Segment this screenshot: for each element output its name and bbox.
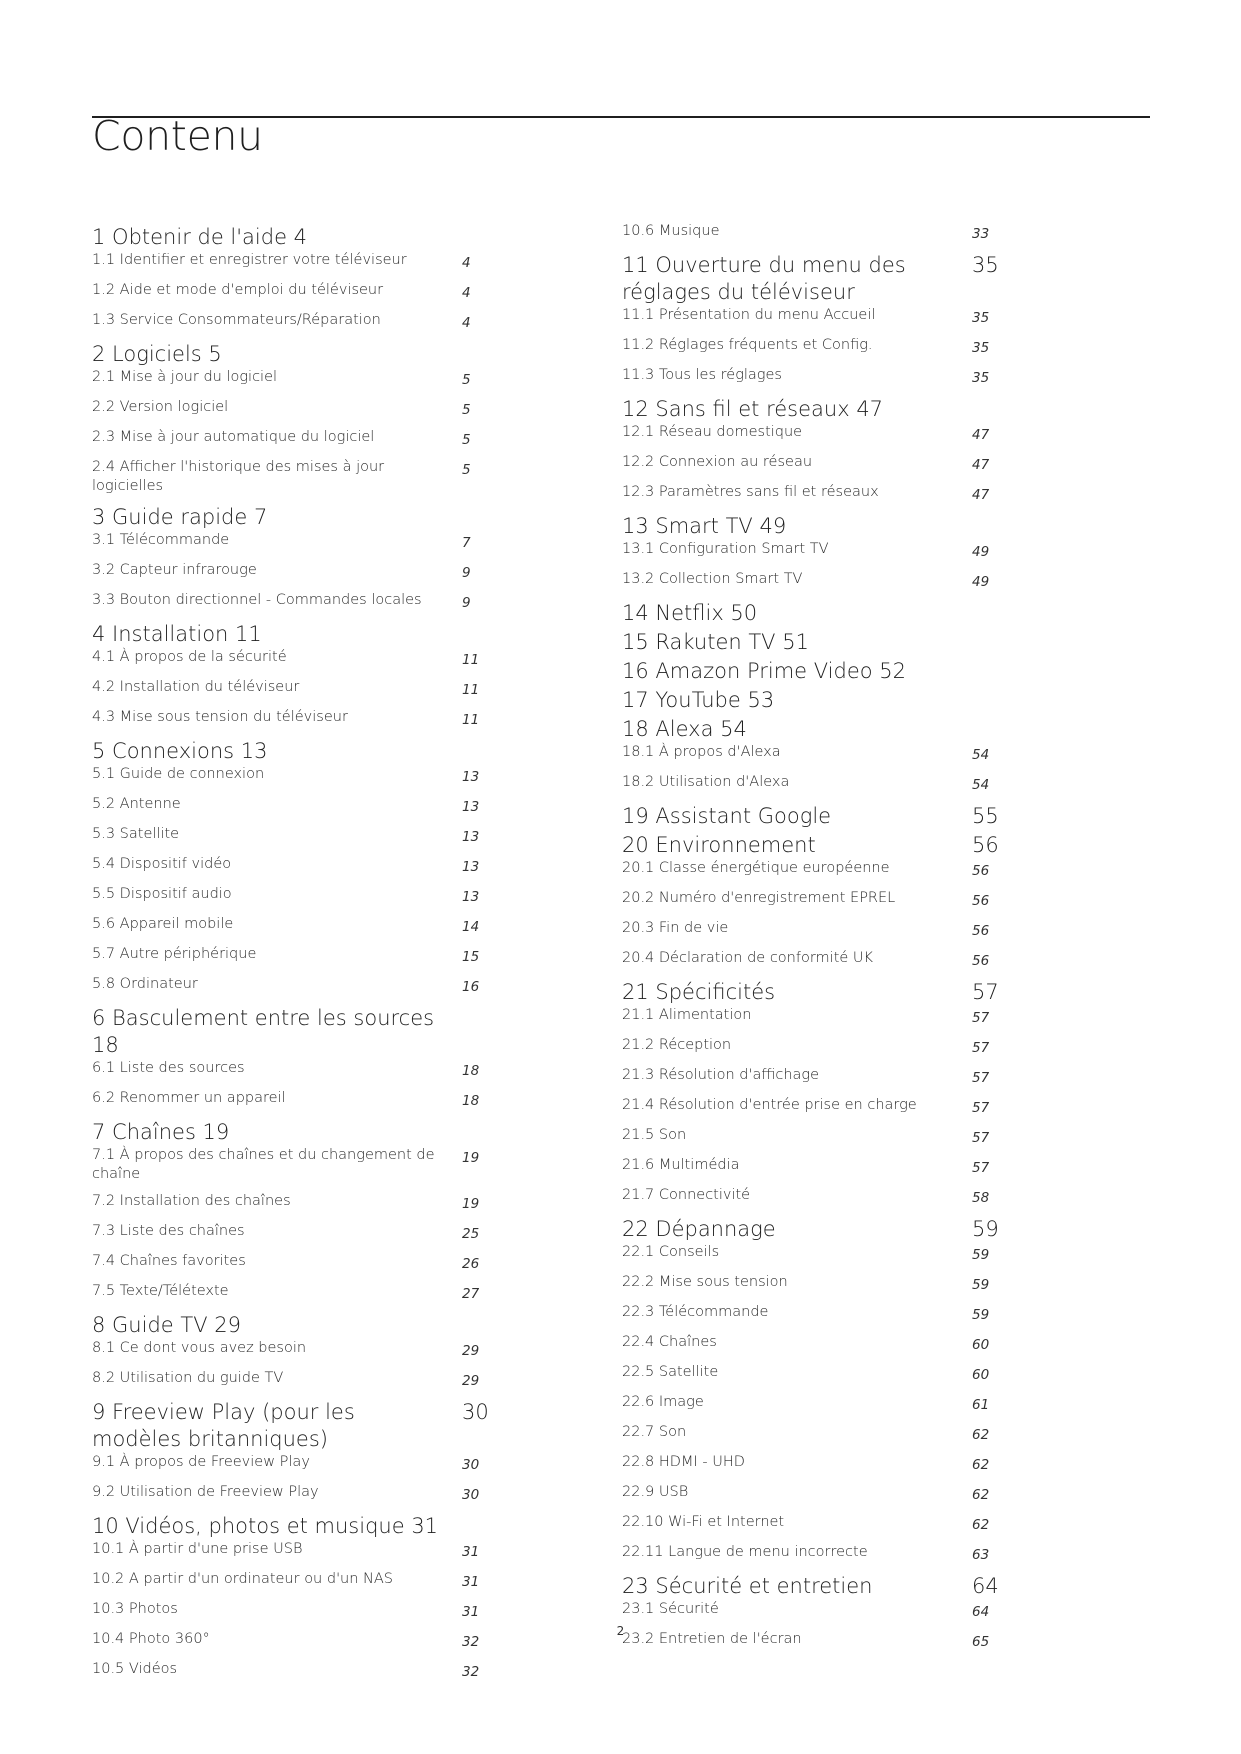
toc-entry[interactable] bbox=[622, 222, 1002, 244]
entry-page: 4 bbox=[462, 315, 471, 331]
chapter-title: 6 Basculement entre les sources 18 bbox=[92, 1006, 435, 1057]
toc-chapter[interactable] bbox=[622, 629, 1002, 656]
entry-title: 5.1 Guide de connexion bbox=[92, 766, 265, 782]
entry-title: 6.2 Renommer un appareil bbox=[92, 1090, 286, 1106]
toc-entry[interactable] bbox=[92, 1252, 492, 1274]
toc-entry[interactable] bbox=[92, 855, 492, 877]
entry-title: 5.4 Dispositif vidéo bbox=[92, 856, 232, 872]
toc-chapter[interactable] bbox=[92, 1005, 492, 1059]
toc-entry[interactable] bbox=[92, 1089, 492, 1111]
toc-entry[interactable] bbox=[92, 1059, 492, 1081]
entry-page: 47 bbox=[972, 457, 990, 473]
entry-page: 47 bbox=[972, 427, 990, 443]
entry-title: 4.3 Mise sous tension du téléviseur bbox=[92, 709, 348, 725]
entry-title: 21.4 Résolution d'entrée prise en charge bbox=[622, 1097, 917, 1113]
toc-chapter[interactable] bbox=[622, 716, 1002, 743]
toc-entry[interactable] bbox=[622, 1243, 1002, 1265]
entry-title: 22.2 Mise sous tension bbox=[622, 1274, 788, 1290]
entry-page: 31 bbox=[462, 1574, 480, 1590]
entry-title: 22.5 Satellite bbox=[622, 1364, 719, 1380]
chapter-page: 30 bbox=[462, 1400, 489, 1424]
entry-page: 4 bbox=[462, 285, 471, 301]
chapter-page: 55 bbox=[972, 804, 999, 828]
toc-entry[interactable] bbox=[92, 885, 492, 907]
entry-title: 6.1 Liste des sources bbox=[92, 1060, 245, 1076]
toc-entry[interactable] bbox=[92, 251, 492, 273]
page-title: Contenu bbox=[92, 112, 263, 160]
entry-title: 5.8 Ordinateur bbox=[92, 976, 198, 992]
chapter-page: 64 bbox=[972, 1574, 999, 1598]
chapter-title: 17 YouTube 53 bbox=[622, 688, 775, 712]
toc-entry[interactable] bbox=[92, 945, 492, 967]
toc-entry[interactable] bbox=[622, 1156, 1002, 1178]
chapter-title: 7 Chaînes 19 bbox=[92, 1120, 230, 1144]
entry-page: 5 bbox=[462, 432, 471, 448]
chapter-title: 9 Freeview Play (pour les modèles britanniques) bbox=[92, 1400, 355, 1451]
toc-entry[interactable] bbox=[622, 453, 1002, 475]
toc-chapter[interactable] bbox=[92, 504, 492, 531]
toc-chapter[interactable] bbox=[92, 1312, 492, 1339]
toc-left-column bbox=[92, 222, 492, 1690]
toc-entry[interactable] bbox=[92, 915, 492, 937]
toc-entry[interactable] bbox=[622, 570, 1002, 592]
toc-chapter[interactable] bbox=[92, 1119, 492, 1146]
entry-page: 59 bbox=[972, 1307, 990, 1323]
toc-chapter[interactable] bbox=[92, 1399, 492, 1453]
entry-page: 13 bbox=[462, 859, 480, 875]
toc-entry[interactable] bbox=[92, 825, 492, 847]
toc-entry[interactable] bbox=[92, 1483, 492, 1505]
entry-title: 5.5 Dispositif audio bbox=[92, 886, 232, 902]
entry-title: 12.1 Réseau domestique bbox=[622, 424, 803, 440]
entry-title: 4.2 Installation du téléviseur bbox=[92, 679, 300, 695]
toc-entry[interactable] bbox=[622, 1453, 1002, 1475]
toc-entry[interactable] bbox=[622, 889, 1002, 911]
toc-right-column bbox=[622, 222, 1002, 1660]
entry-title: 7.4 Chaînes favorites bbox=[92, 1253, 246, 1269]
chapter-title: 11 Ouverture du menu des réglages du téléviseur bbox=[622, 253, 906, 304]
toc-entry[interactable] bbox=[622, 483, 1002, 505]
page-number: 2 bbox=[616, 1624, 625, 1638]
entry-page: 62 bbox=[972, 1487, 990, 1503]
entry-page: 7 bbox=[462, 535, 471, 551]
entry-title: 18.1 À propos d'Alexa bbox=[622, 744, 781, 760]
toc-entry[interactable] bbox=[92, 648, 492, 670]
entry-title: 21.7 Connectivité bbox=[622, 1187, 751, 1203]
toc-entry[interactable] bbox=[622, 1513, 1002, 1535]
toc-entry[interactable] bbox=[622, 1423, 1002, 1445]
entry-page: 15 bbox=[462, 949, 480, 965]
entry-page: 27 bbox=[462, 1286, 480, 1302]
entry-page: 35 bbox=[972, 310, 990, 326]
toc-entry[interactable] bbox=[622, 919, 1002, 941]
chapter-title: 13 Smart TV 49 bbox=[622, 514, 787, 538]
entry-page: 57 bbox=[972, 1100, 990, 1116]
entry-page: 9 bbox=[462, 595, 471, 611]
toc-entry[interactable] bbox=[622, 1543, 1002, 1565]
chapter-page: 56 bbox=[972, 833, 999, 857]
entry-page: 31 bbox=[462, 1604, 480, 1620]
entry-title: 21.1 Alimentation bbox=[622, 1007, 752, 1023]
chapter-title: 22 Dépannage bbox=[622, 1217, 776, 1241]
entry-title: 8.2 Utilisation du guide TV bbox=[92, 1370, 284, 1386]
toc-chapter[interactable] bbox=[622, 832, 1002, 859]
entry-title: 18.2 Utilisation d'Alexa bbox=[622, 774, 790, 790]
entry-page: 54 bbox=[972, 777, 990, 793]
toc-entry[interactable] bbox=[92, 458, 492, 496]
toc-entry[interactable] bbox=[622, 949, 1002, 971]
toc-chapter[interactable] bbox=[622, 1573, 1002, 1600]
entry-page: 57 bbox=[972, 1040, 990, 1056]
toc-chapter[interactable] bbox=[92, 738, 492, 765]
entry-title: 7.3 Liste des chaînes bbox=[92, 1223, 245, 1239]
entry-title: 5.7 Autre périphérique bbox=[92, 946, 257, 962]
toc-entry[interactable] bbox=[92, 1369, 492, 1391]
entry-page: 57 bbox=[972, 1070, 990, 1086]
chapter-title: 1 Obtenir de l'aide 4 bbox=[92, 225, 308, 249]
toc-entry[interactable] bbox=[622, 540, 1002, 562]
toc-entry[interactable] bbox=[92, 1282, 492, 1304]
entry-page: 25 bbox=[462, 1226, 480, 1242]
entry-page: 57 bbox=[972, 1130, 990, 1146]
toc-entry[interactable] bbox=[92, 1660, 492, 1682]
toc-entry[interactable] bbox=[622, 859, 1002, 881]
entry-page: 9 bbox=[462, 565, 471, 581]
chapter-title: 18 Alexa 54 bbox=[622, 717, 747, 741]
toc-chapter[interactable] bbox=[622, 803, 1002, 830]
toc-chapter[interactable] bbox=[622, 979, 1002, 1006]
toc-chapter[interactable] bbox=[92, 621, 492, 648]
chapter-title: 3 Guide rapide 7 bbox=[92, 505, 268, 529]
entry-page: 19 bbox=[462, 1196, 480, 1212]
toc-entry[interactable] bbox=[92, 311, 492, 333]
entry-page: 56 bbox=[972, 953, 990, 969]
toc-entry[interactable] bbox=[92, 1146, 492, 1184]
toc-entry[interactable] bbox=[622, 1036, 1002, 1058]
entry-page: 56 bbox=[972, 863, 990, 879]
toc-entry[interactable] bbox=[622, 306, 1002, 328]
entry-title: 20.4 Déclaration de conformité UK bbox=[622, 950, 874, 966]
entry-page: 62 bbox=[972, 1517, 990, 1533]
chapter-title: 10 Vidéos, photos et musique 31 bbox=[92, 1514, 439, 1538]
entry-page: 5 bbox=[462, 462, 471, 478]
toc-entry[interactable] bbox=[622, 1273, 1002, 1295]
entry-title: 11.3 Tous les réglages bbox=[622, 367, 782, 383]
toc-entry[interactable] bbox=[92, 1600, 492, 1622]
chapter-title: 8 Guide TV 29 bbox=[92, 1313, 241, 1337]
toc-entry[interactable] bbox=[92, 765, 492, 787]
toc-entry[interactable] bbox=[622, 366, 1002, 388]
entry-page: 30 bbox=[462, 1487, 480, 1503]
entry-page: 63 bbox=[972, 1547, 990, 1563]
toc-chapter[interactable] bbox=[92, 224, 492, 251]
entry-title: 3.1 Télécommande bbox=[92, 532, 230, 548]
toc-chapter[interactable] bbox=[622, 396, 1002, 423]
toc-entry[interactable] bbox=[92, 428, 492, 450]
entry-title: 5.3 Satellite bbox=[92, 826, 180, 842]
entry-page: 59 bbox=[972, 1247, 990, 1263]
toc-entry[interactable] bbox=[622, 1096, 1002, 1118]
toc-entry[interactable] bbox=[622, 1333, 1002, 1355]
entry-page: 14 bbox=[462, 919, 480, 935]
entry-page: 49 bbox=[972, 574, 990, 590]
entry-title: 21.6 Multimédia bbox=[622, 1157, 740, 1173]
entry-page: 11 bbox=[462, 712, 480, 728]
entry-title: 21.3 Résolution d'affichage bbox=[622, 1067, 820, 1083]
toc-entry[interactable] bbox=[92, 561, 492, 583]
entry-title: 20.1 Classe énergétique européenne bbox=[622, 860, 890, 876]
entry-title: 22.9 USB bbox=[622, 1484, 689, 1500]
toc-entry[interactable] bbox=[92, 678, 492, 700]
entry-title: 10.4 Photo 360° bbox=[92, 1631, 210, 1647]
entry-title: 13.2 Collection Smart TV bbox=[622, 571, 803, 587]
entry-page: 30 bbox=[462, 1457, 480, 1473]
entry-page: 59 bbox=[972, 1277, 990, 1293]
entry-page: 62 bbox=[972, 1427, 990, 1443]
entry-title: 11.1 Présentation du menu Accueil bbox=[622, 307, 876, 323]
toc-entry[interactable] bbox=[92, 1192, 492, 1214]
entry-title: 3.2 Capteur infrarouge bbox=[92, 562, 257, 578]
chapter-title: 4 Installation 11 bbox=[92, 622, 262, 646]
toc-entry[interactable] bbox=[92, 398, 492, 420]
toc-chapter[interactable] bbox=[622, 252, 1002, 306]
chapter-page: 59 bbox=[972, 1217, 999, 1241]
entry-page: 32 bbox=[462, 1664, 480, 1680]
entry-title: 2.4 Afficher l'historique des mises à jour logicielles bbox=[92, 459, 385, 494]
toc-entry[interactable] bbox=[92, 975, 492, 997]
entry-page: 57 bbox=[972, 1010, 990, 1026]
entry-title: 1.3 Service Consommateurs/Réparation bbox=[92, 312, 381, 328]
entry-title: 22.6 Image bbox=[622, 1394, 704, 1410]
toc-entry[interactable] bbox=[622, 1066, 1002, 1088]
entry-page: 47 bbox=[972, 487, 990, 503]
entry-page: 31 bbox=[462, 1544, 480, 1560]
entry-page: 4 bbox=[462, 255, 471, 271]
entry-title: 7.5 Texte/Télétexte bbox=[92, 1283, 229, 1299]
chapter-title: 2 Logiciels 5 bbox=[92, 342, 222, 366]
toc-chapter[interactable] bbox=[622, 658, 1002, 685]
toc-entry[interactable] bbox=[622, 1393, 1002, 1415]
toc-entry[interactable] bbox=[92, 531, 492, 553]
entry-title: 4.1 À propos de la sécurité bbox=[92, 649, 287, 665]
toc-entry[interactable] bbox=[92, 708, 492, 730]
entry-page: 16 bbox=[462, 979, 480, 995]
entry-title: 7.1 À propos des chaînes et du changement de chaîne bbox=[92, 1147, 435, 1182]
entry-page: 29 bbox=[462, 1373, 480, 1389]
toc-entry[interactable] bbox=[622, 773, 1002, 795]
entry-page: 56 bbox=[972, 893, 990, 909]
entry-title: 20.2 Numéro d'enregistrement EPREL bbox=[622, 890, 896, 906]
toc-entry[interactable] bbox=[622, 1303, 1002, 1325]
entry-title: 7.2 Installation des chaînes bbox=[92, 1193, 291, 1209]
chapter-title: 20 Environnement bbox=[622, 833, 816, 857]
toc-chapter[interactable] bbox=[622, 687, 1002, 714]
entry-page: 13 bbox=[462, 799, 480, 815]
chapter-page: 57 bbox=[972, 980, 999, 1004]
entry-page: 32 bbox=[462, 1634, 480, 1650]
toc-entry[interactable] bbox=[92, 281, 492, 303]
entry-title: 9.1 À propos de Freeview Play bbox=[92, 1454, 310, 1470]
entry-title: 13.1 Configuration Smart TV bbox=[622, 541, 829, 557]
entry-page: 26 bbox=[462, 1256, 480, 1272]
entry-title: 3.3 Bouton directionnel - Commandes locales bbox=[92, 592, 422, 608]
chapter-title: 23 Sécurité et entretien bbox=[622, 1574, 873, 1598]
toc-entry[interactable] bbox=[622, 1126, 1002, 1148]
entry-page: 60 bbox=[972, 1367, 990, 1383]
toc-entry[interactable] bbox=[622, 423, 1002, 445]
entry-page: 18 bbox=[462, 1063, 480, 1079]
entry-page: 60 bbox=[972, 1337, 990, 1353]
entry-page: 58 bbox=[972, 1190, 990, 1206]
entry-title: 22.1 Conseils bbox=[622, 1244, 720, 1260]
entry-title: 2.1 Mise à jour du logiciel bbox=[92, 369, 278, 385]
chapter-title: 16 Amazon Prime Video 52 bbox=[622, 659, 906, 683]
toc-chapter[interactable] bbox=[92, 341, 492, 368]
entry-page: 5 bbox=[462, 402, 471, 418]
entry-page: 61 bbox=[972, 1397, 990, 1413]
entry-title: 9.2 Utilisation de Freeview Play bbox=[92, 1484, 319, 1500]
entry-page: 35 bbox=[972, 370, 990, 386]
entry-title: 22.3 Télécommande bbox=[622, 1304, 769, 1320]
toc-entry[interactable] bbox=[622, 1363, 1002, 1385]
entry-title: 22.4 Chaînes bbox=[622, 1334, 717, 1350]
entry-page: 65 bbox=[972, 1634, 990, 1650]
entry-page: 11 bbox=[462, 682, 480, 698]
entry-page: 49 bbox=[972, 544, 990, 560]
entry-page: 64 bbox=[972, 1604, 990, 1620]
entry-page: 29 bbox=[462, 1343, 480, 1359]
toc-entry[interactable] bbox=[622, 743, 1002, 765]
entry-title: 10.2 A partir d'un ordinateur ou d'un NAS bbox=[92, 1571, 394, 1587]
toc-entry[interactable] bbox=[622, 1006, 1002, 1028]
entry-page: 54 bbox=[972, 747, 990, 763]
entry-page: 13 bbox=[462, 889, 480, 905]
entry-title: 1.2 Aide et mode d'emploi du téléviseur bbox=[92, 282, 384, 298]
chapter-page: 35 bbox=[972, 253, 999, 277]
chapter-title: 19 Assistant Google bbox=[622, 804, 832, 828]
entry-title: 2.2 Version logiciel bbox=[92, 399, 229, 415]
entry-page: 19 bbox=[462, 1150, 480, 1166]
entry-page: 18 bbox=[462, 1093, 480, 1109]
chapter-title: 21 Spécificités bbox=[622, 980, 776, 1004]
toc-chapter[interactable] bbox=[622, 600, 1002, 627]
entry-page: 35 bbox=[972, 340, 990, 356]
chapter-title: 5 Connexions 13 bbox=[92, 739, 268, 763]
entry-page: 57 bbox=[972, 1160, 990, 1176]
toc-entry[interactable] bbox=[622, 1600, 1002, 1622]
entry-title: 10.6 Musique bbox=[622, 223, 720, 239]
toc-entry[interactable] bbox=[92, 1570, 492, 1592]
entry-title: 8.1 Ce dont vous avez besoin bbox=[92, 1340, 307, 1356]
chapter-title: 12 Sans fil et réseaux 47 bbox=[622, 397, 884, 421]
entry-page: 13 bbox=[462, 769, 480, 785]
entry-title: 20.3 Fin de vie bbox=[622, 920, 729, 936]
toc-entry[interactable] bbox=[92, 1222, 492, 1244]
chapter-title: 15 Rakuten TV 51 bbox=[622, 630, 809, 654]
entry-title: 10.1 À partir d'une prise USB bbox=[92, 1541, 303, 1557]
entry-page: 56 bbox=[972, 923, 990, 939]
entry-page: 33 bbox=[972, 226, 990, 242]
toc-chapter[interactable] bbox=[622, 513, 1002, 540]
entry-title: 10.3 Photos bbox=[92, 1601, 178, 1617]
entry-title: 1.1 Identifier et enregistrer votre téléviseur bbox=[92, 252, 407, 268]
toc-entry[interactable] bbox=[92, 795, 492, 817]
entry-title: 10.5 Vidéos bbox=[92, 1661, 178, 1677]
entry-title: 2.3 Mise à jour automatique du logiciel bbox=[92, 429, 375, 445]
entry-title: 11.2 Réglages fréquents et Config. bbox=[622, 337, 873, 353]
chapter-title: 14 Netflix 50 bbox=[622, 601, 758, 625]
entry-title: 21.2 Réception bbox=[622, 1037, 732, 1053]
entry-title: 21.5 Son bbox=[622, 1127, 687, 1143]
entry-title: 22.8 HDMI - UHD bbox=[622, 1454, 745, 1470]
entry-title: 12.2 Connexion au réseau bbox=[622, 454, 813, 470]
entry-page: 13 bbox=[462, 829, 480, 845]
toc-entry[interactable] bbox=[92, 1540, 492, 1562]
entry-title: 23.1 Sécurité bbox=[622, 1601, 719, 1617]
entry-page: 62 bbox=[972, 1457, 990, 1473]
toc-entry[interactable] bbox=[622, 1483, 1002, 1505]
toc-chapter[interactable] bbox=[622, 1216, 1002, 1243]
toc-entry[interactable] bbox=[622, 1186, 1002, 1208]
entry-page: 11 bbox=[462, 652, 480, 668]
toc-entry[interactable] bbox=[92, 1339, 492, 1361]
entry-title: 22.7 Son bbox=[622, 1424, 687, 1440]
toc-entry[interactable] bbox=[92, 591, 492, 613]
entry-page: 5 bbox=[462, 372, 471, 388]
toc-entry[interactable] bbox=[92, 1453, 492, 1475]
toc-entry[interactable] bbox=[622, 336, 1002, 358]
entry-title: 22.11 Langue de menu incorrecte bbox=[622, 1544, 868, 1560]
entry-title: 12.3 Paramètres sans fil et réseaux bbox=[622, 484, 879, 500]
entry-title: 22.10 Wi-Fi et Internet bbox=[622, 1514, 785, 1530]
toc-entry[interactable] bbox=[92, 368, 492, 390]
entry-title: 5.6 Appareil mobile bbox=[92, 916, 234, 932]
entry-title: 23.2 Entretien de l'écran bbox=[622, 1631, 802, 1647]
toc-chapter[interactable] bbox=[92, 1513, 492, 1540]
entry-title: 5.2 Antenne bbox=[92, 796, 181, 812]
